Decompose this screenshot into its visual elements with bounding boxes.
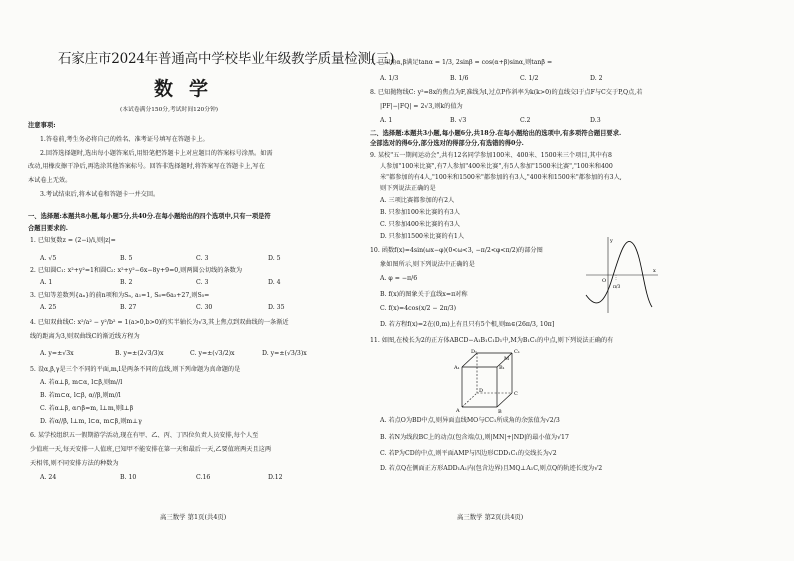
notice-heading: 注意事项:	[28, 122, 56, 129]
q6-option-c: C.16	[196, 474, 211, 481]
q11-option-b: B. 若N为线段BC上的动点(包含端点),则|MN|+|ND|的最小值为√17	[380, 434, 569, 441]
subject-title: 数学	[154, 78, 225, 100]
section2-heading: 二、选择题:本题共3小题,每小题6分,共18分.在每小题给出的选项中,有多项符合题目要求.	[370, 130, 622, 137]
q8-option-d: D.3	[590, 117, 601, 124]
q8-option-c: C.2	[520, 117, 531, 124]
q5-option-d: D. 若α//β, l⊥m, l⊂α, m⊂β,则m⊥γ	[40, 418, 142, 425]
exam-info: (本试卷满分150分,考试时间120分钟)	[120, 107, 219, 113]
q7-option-a: A. 1/3	[380, 75, 399, 82]
question-9: 9. 某校"五一期间运动会",共有12名同学参加100米、400米、1500米三个项目,其中有8	[370, 152, 612, 159]
q4-option-c: C. y=±(√3/2)x	[190, 350, 235, 357]
q2-option-b: B. 2	[120, 279, 133, 286]
exam-title: 石家庄市2024年普通高中学校毕业年级教学质量检测(三)	[58, 51, 395, 67]
question-3: 3. 已知等差数列{aₙ}的前n项和为Sₙ, a₁=1, S₆=6a₃+27,则S₅=	[30, 292, 210, 299]
question-7: 7. 已知角α,β满足tanα = 1/3, 2sinβ = cos(α+β)sinα,则tanβ =	[370, 59, 553, 66]
notice-line: 2.回答选择题时,选出每小题答案后,用铅笔把答题卡上对应题目的答案标号涂黑。如需	[40, 150, 273, 157]
question-2: 2. 已知圆C₁: x²+y²=1和圆C₂: x²+y²−6x−8y+9=0,则两圆公切线的条数为	[30, 267, 243, 274]
question-10-cont: 象如图所示,则下列说法中正确的是	[380, 261, 475, 268]
q8-option-b: B. √3	[450, 117, 467, 124]
cube-edge	[462, 353, 477, 367]
vertex-label-b1: B₁	[499, 365, 505, 371]
q9-option-b: B. 只参加100米比赛的有3人	[380, 209, 460, 216]
q10-option-b: B. f(x)的图象关于直线x=π对称	[380, 291, 468, 298]
q9-option-a: A. 三项比赛都参加的有2人	[380, 197, 455, 204]
q1-option-b: B. 5	[120, 255, 133, 262]
vertex-label-d: D	[479, 388, 484, 394]
question-9-cont: 则下列说法正确的是	[380, 185, 436, 192]
midpoint-label-m: M	[504, 356, 510, 362]
notice-line: 改动,用橡皮擦干净后,再选涂其他答案标号。回答非选择题时,将答案写在答题卡上,写在	[28, 163, 265, 170]
q6-option-d: D.12	[268, 474, 283, 481]
q9-option-d: D. 只参加1500米比赛的有1人	[380, 233, 465, 240]
vertex-label-a: A	[456, 408, 460, 414]
q9-option-c: C. 只参加400米比赛的有3人	[380, 221, 460, 228]
cube-edge	[497, 393, 512, 407]
vertex-label-d1: D₁	[471, 349, 478, 355]
question-6: 6. 某学校组织五一假期游学活动,现在有甲、乙、丙、丁四位负责人员安排,每个人至	[30, 432, 259, 439]
q4-option-d: D. y=±(√3/3)x	[262, 350, 307, 357]
q11-option-c: C. 若P为CD的中点,则平面AMP与四边形CDD₁C₁的交线长为√2	[380, 450, 557, 457]
q10-option-c: C. f(x)=4cos(x/2 − 2π/3)	[380, 305, 457, 312]
q5-option-b: B. 若m⊂α, l⊂β, α//β,则m//l	[40, 392, 121, 399]
question-6-cont: 天相邻,则不同安排方法的种数为	[30, 460, 119, 467]
q4-option-a: A. y=±√3x	[40, 350, 74, 357]
question-8-cont: |PF|−|FQ| = 2√3,则k的值为	[380, 103, 463, 110]
question-9-cont: 人参加"100米比赛",有7人参加"400米比赛",有5人参加"1500米比赛","100米和400	[380, 163, 613, 170]
tick-label: π/3	[613, 285, 621, 290]
question-9-cont: 米"都参加的有4人,"100米和1500米"都参加的有3人,"400米和1500米"都参加的有3人,	[380, 174, 622, 181]
question-4: 4. 已知双曲线C: x²/a² − y²/b² = 1(a>0,b>0)的实半轴长为√3,其上焦点到双曲线的一条渐近	[30, 319, 289, 326]
q6-option-a: A. 24	[40, 474, 57, 481]
q5-option-a: A. 若α⊥β, m⊂α, l⊂β,则m//l	[40, 379, 123, 386]
y-axis-label: y	[610, 238, 613, 244]
q10-option-d: D. 若方程f(x)=2在(0,m)上有且只有5个根,则m∈(26π/3, 10π]	[380, 321, 555, 328]
q1-option-d: D. 5	[268, 255, 281, 262]
q2-option-d: D. 4	[268, 279, 281, 286]
q5-option-c: C. 若α⊥β, α∩β=m, l⊥m,则l⊥β	[40, 405, 134, 412]
section1-heading-cont: 合题目要求的.	[28, 225, 68, 232]
section2-heading-cont: 全部选对的得6分,部分选对的得部分分,有选错的得0分.	[370, 140, 524, 147]
q3-option-c: C. 30	[196, 304, 213, 311]
question-11: 11. 如图,在棱长为2的正方体ABCD−A₁B₁C₁D₁中,M为B₁C₁的中点,则下列说法正确的有	[370, 337, 614, 344]
vertex-label-c1: C₁	[514, 349, 520, 355]
q2-option-a: A. 1	[40, 279, 53, 286]
q1-option-a: A. √5	[40, 255, 57, 262]
question-1: 1. 已知复数z = (2−i)/i,则|z|=	[30, 237, 116, 244]
sine-curve	[586, 241, 652, 307]
question-4-cont: 线的距离为3,则双曲线C的渐近线方程为	[30, 333, 140, 340]
q6-option-b: B. 10	[120, 474, 137, 481]
cube-figure	[442, 347, 532, 417]
q7-option-b: B. 1/6	[450, 75, 469, 82]
page-footer: 高三数学 第2页(共4页)	[457, 513, 524, 521]
q11-option-a: A. 若点O为BD中点,则异面直线MO与CC₁所成角的余弦值为√2/3	[380, 417, 560, 424]
q8-option-a: A. 1	[380, 117, 393, 124]
exam-page-2	[370, 0, 794, 561]
cube-hidden-edge	[462, 393, 477, 407]
vertex-label-a1: A₁	[454, 365, 460, 371]
question-6-cont: 少值班一天,每天安排一人值班,已知甲不能安排在第一天和最后一天,乙要值班两天且这两	[30, 446, 272, 453]
function-graph-figure	[582, 235, 660, 315]
q11-option-d: D. 若点Q在侧面正方形ADD₁A₁内(包含边界)且MQ⊥A₁C,则点Q的轨迹长度为√2	[380, 465, 603, 472]
vertex-label-b: B	[498, 409, 502, 415]
origin-label: O	[602, 278, 607, 284]
question-5: 5. 设α,β,γ是三个不同的平面,m,l是两条不同的直线,则下列命题为真命题的是	[30, 366, 241, 373]
q7-option-c: C. 1/2	[520, 75, 539, 82]
q1-option-c: C. 3	[196, 255, 209, 262]
q2-option-c: C. 3	[196, 279, 209, 286]
q7-option-d: D. 2	[590, 75, 603, 82]
q3-option-d: D. 35	[268, 304, 285, 311]
vertex-label-c: C	[514, 391, 518, 397]
notice-line: 3.考试结束后,将本试卷和答题卡一并交回。	[40, 191, 160, 198]
question-10: 10. 函数f(x)=4sin(ωx−φ)(0<ω<3, −π/2<φ<π/2)的部分图	[370, 247, 543, 254]
q10-option-a: A. φ = −π/6	[380, 275, 418, 282]
notice-line: 本试卷上无效。	[28, 177, 72, 184]
section1-heading: 一、选择题:本题共8小题,每小题5分,共40分.在每小题给出的四个选项中,只有一项是符	[28, 213, 271, 220]
page-footer: 高三数学 第1页(共4页)	[160, 513, 227, 521]
question-8: 8. 已知抛物线C: y²=8x的焦点为F,准线为l,过点P作斜率为k(k>0)的直线交l于点F与C交于P,Q点,若	[370, 89, 643, 96]
q3-option-a: A. 25	[40, 304, 57, 311]
notice-line: 1.答卷前,考生务必将自己的姓名、准考证号填写在答题卡上。	[40, 136, 209, 143]
q3-option-b: B. 27	[120, 304, 137, 311]
x-axis-label: x	[653, 268, 656, 274]
q4-option-b: B. y=±(2√3/3)x	[115, 350, 164, 357]
